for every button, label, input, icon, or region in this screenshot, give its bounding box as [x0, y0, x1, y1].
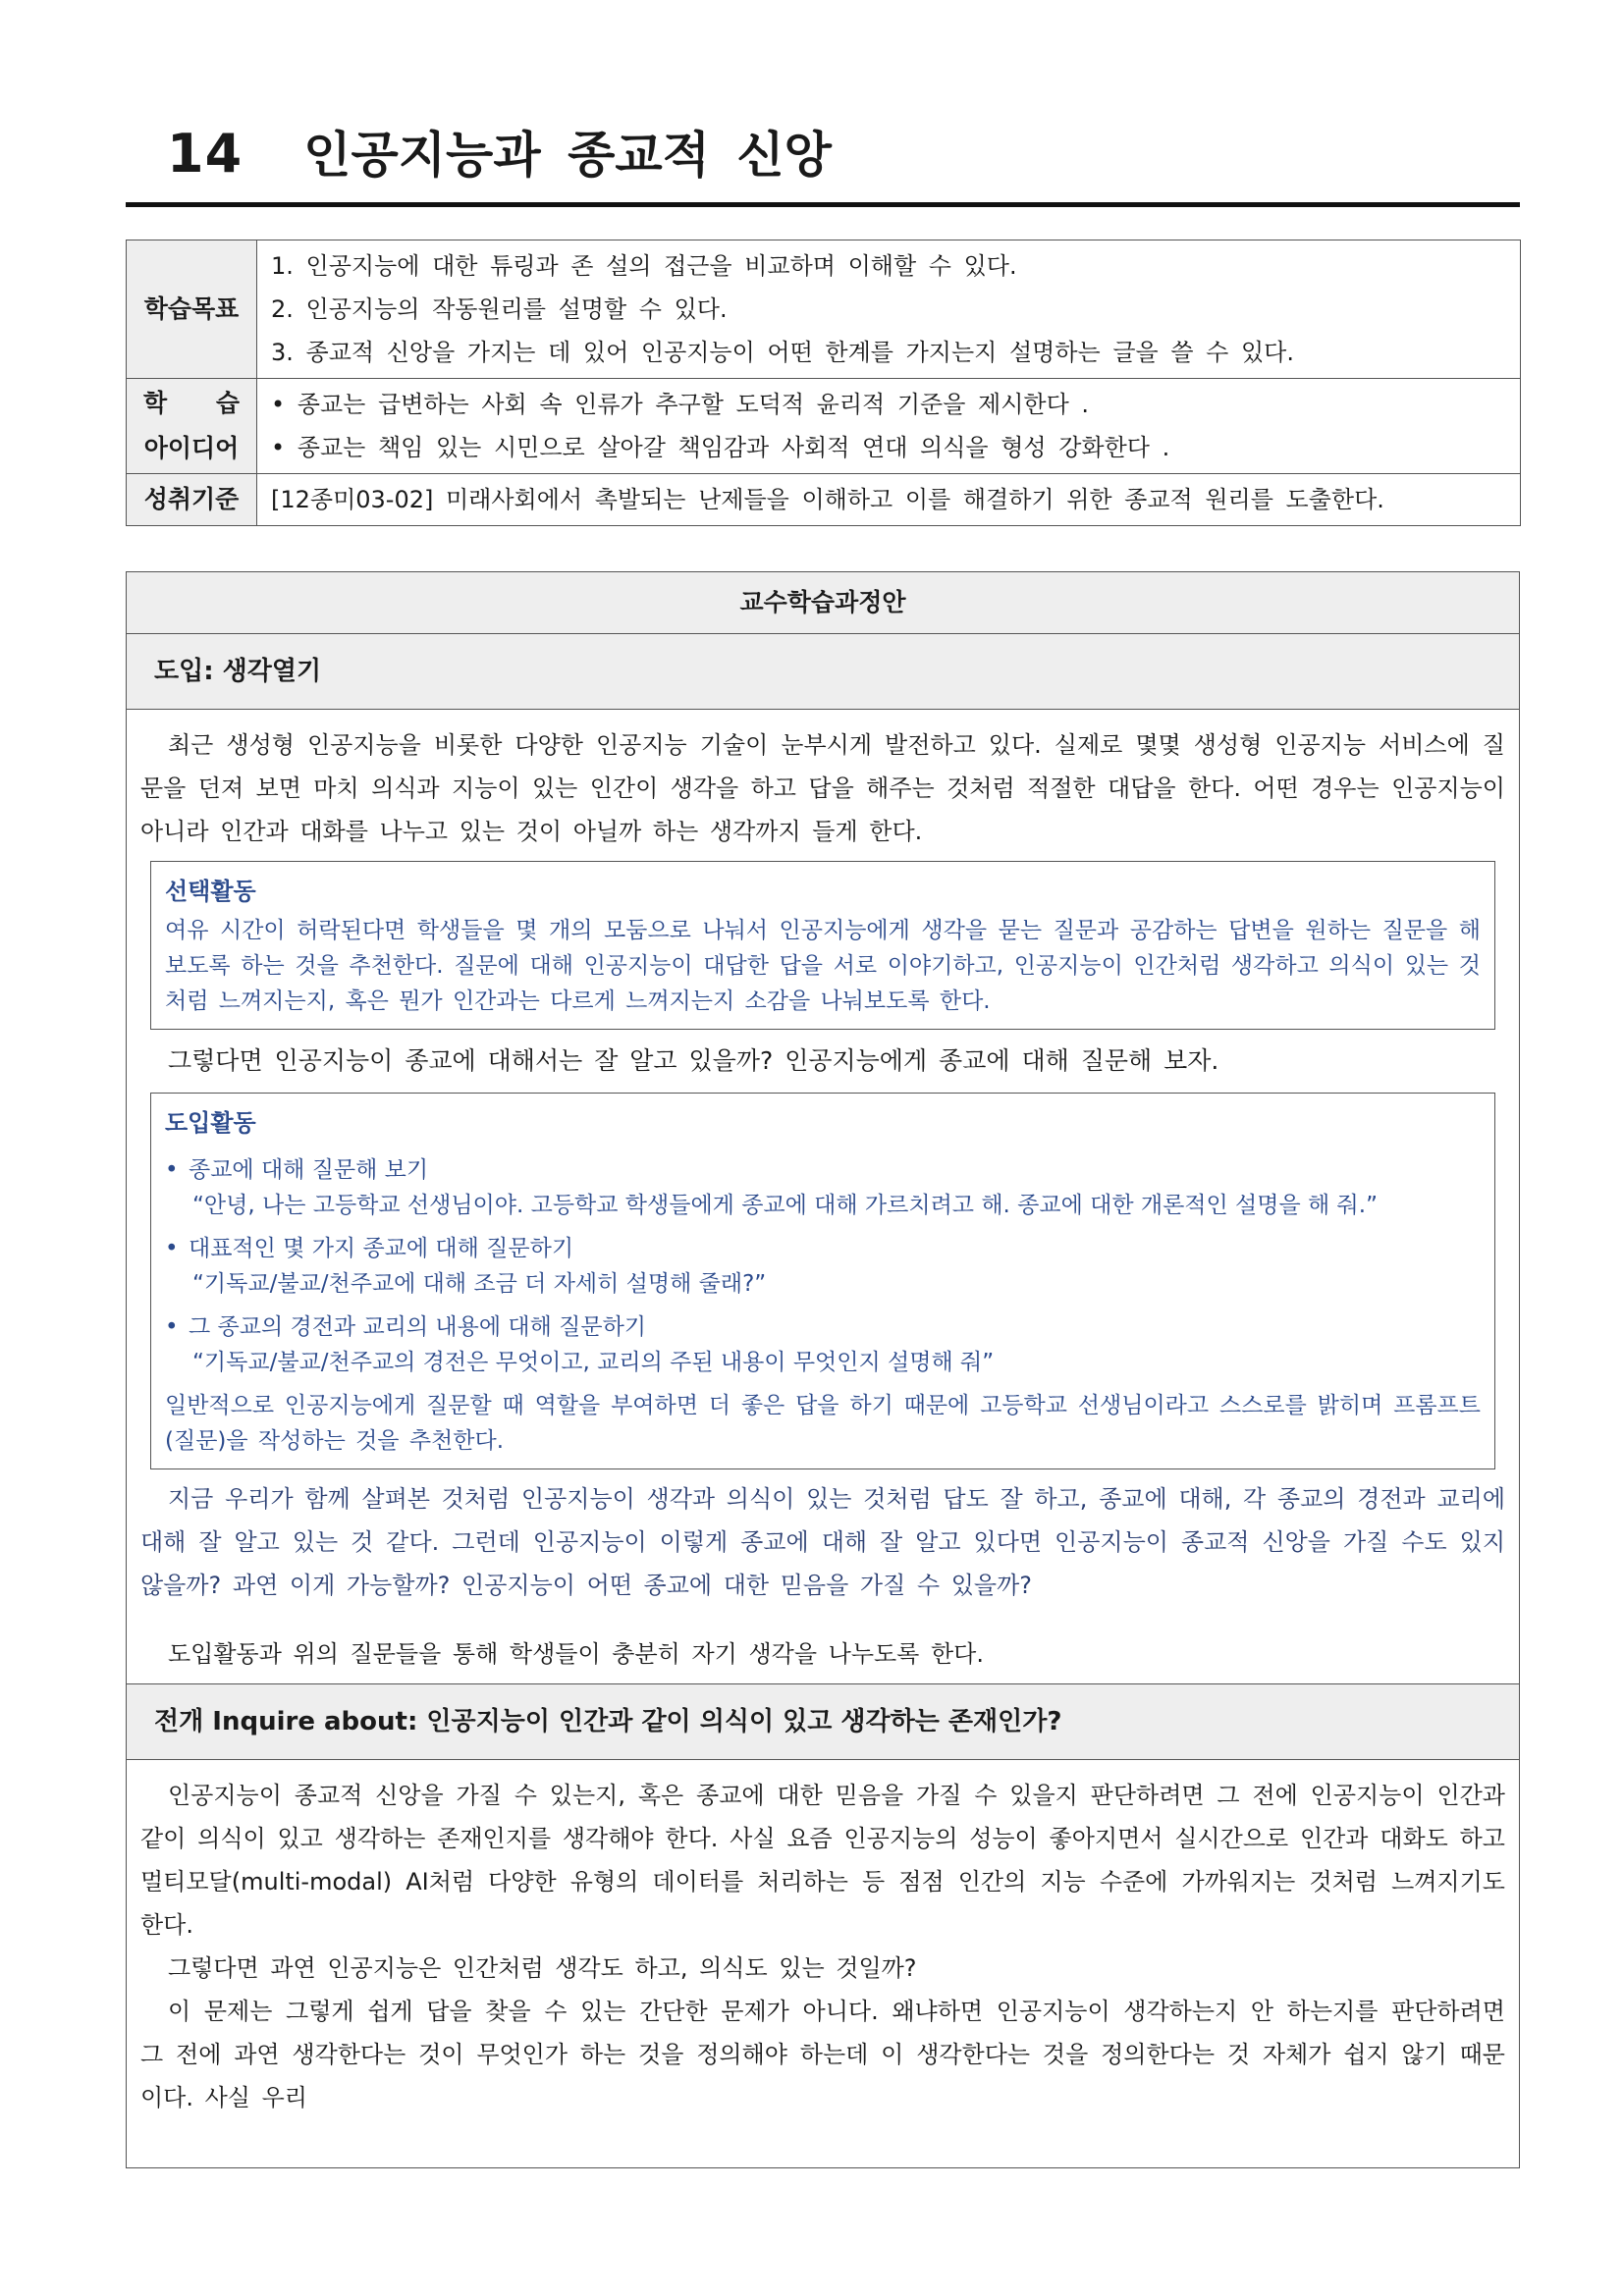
bullet-dot: •: [165, 1236, 179, 1261]
bullet-dot: •: [165, 1157, 179, 1183]
after-activity-paragraph: 지금 우리가 함께 살펴본 것처럼 인공지능이 생각과 의식이 있는 것처럼 답도 잘 하고, 종교에 대해, 각 종교의 경전과 교리에 대해 잘 알고 있는 것 같다. 그런데 인공지능이 이렇게 종교에 대해 잘 알고 있다면 인공지능이 종교적 신앙을 가질 수도 있지 않을까? 과연 이게 가능할까? 인공지능이 어떤 종교에 대한 믿음을 가질 수 있을까?: [140, 1485, 1505, 1599]
activity-prompt: “기독교/불교/천주교에 대해 조금 더 자세히 설명해 줄래?”: [192, 1271, 767, 1297]
development-paragraph: 이 문제는 그렇게 쉽게 답을 찾을 수 있는 간단한 문제가 아니다. 왜냐하면 인공지능이 생각하는지 안 하는지를 판단하려면 그 전에 과연 생각한다는 것이 무엇인가 하는 것을 정의해야 하는데 이 생각한다는 것을 정의한다는 것 자체가 쉽지 않기 때문이다. 사실 우리: [140, 1998, 1505, 2111]
activity-label: 대표적인 몇 가지 종교에 대해 질문하기: [189, 1236, 574, 1261]
idea-item: • 종교는 책임 있는 시민으로 살아갈 책임감과 사회적 연대 의식을 형성 강화한다 .: [271, 434, 1170, 461]
optional-activity-title: 선택활동: [165, 878, 256, 905]
ideas-label: [127, 379, 257, 474]
goals-label: 학습목표: [127, 240, 257, 379]
standard-text: [12종미03-02] 미래사회에서 촉발되는 난제들을 이해하고 이를 해결하기 위한 종교적 원리를 도출한다.: [271, 486, 1384, 513]
chapter-number: 14: [167, 123, 243, 185]
goal-item: 1. 인공지능에 대한 튜링과 존 설의 접근을 비교하며 이해할 수 있다.: [271, 252, 1017, 280]
standard-row: [127, 474, 1521, 526]
idea-item: • 종교는 급변하는 사회 속 인류가 추구할 도덕적 윤리적 기준을 제시한다 .: [271, 391, 1090, 418]
development-section-heading: 전개 Inquire about: 인공지능이 인간과 같이 의식이 있고 생각하는 존재인가?: [127, 1683, 1519, 1760]
activity-item: [165, 1152, 1481, 1223]
activity-item: [165, 1231, 1481, 1302]
chapter-heading: [167, 116, 832, 187]
development-paragraph: 인공지능이 종교적 신앙을 가질 수 있는지, 혹은 종교에 대한 믿음을 가질 수 있을지 판단하려면 그 전에 인공지능이 인간과 같이 의식이 있고 생각하는 존재인지를 생각해야 한다. 사실 요즘 인공지능의 성능이 좋아지면서 실시간으로 인간과 대화도 하고 멀티모달(multi-modal) AI처럼 다양한 유형의 데이터를 처리하는 등 점점 인간의 지능 수준에 가까워지는 것처럼 느껴지기도 한다.: [140, 1782, 1505, 1939]
intro-paragraph: 최근 생성형 인공지능을 비롯한 다양한 인공지능 기술이 눈부시게 발전하고 있다. 실제로 몇몇 생성형 인공지능 서비스에 질문을 던져 보면 마치 의식과 지능이 있는 인간이 생각을 하고 답을 해주는 것처럼 적절한 대답을 한다. 어떤 경우는 인공지능이 아니라 인간과 대화를 나누고 있는 것이 아닐까 하는 생각까지 들게 한다.: [140, 731, 1505, 845]
intro-section-heading: 도입: 생각열기: [127, 634, 1519, 710]
share-line: 도입활동과 위의 질문들을 통해 학생들이 충분히 자기 생각을 나누도록 한다.: [168, 1640, 984, 1668]
development-section-body: [127, 1760, 1519, 2119]
intro-section-body: [127, 710, 1519, 1683]
goal-item: 3. 종교적 신앙을 가지는 데 있어 인공지능이 어떤 한계를 가지는지 설명하는 글을 쓸 수 있다.: [271, 339, 1294, 366]
ideas-label-part: 학: [143, 389, 168, 417]
lesson-plan: [126, 571, 1520, 2168]
optional-activity-text: 여유 시간이 허락된다면 학생들을 몇 개의 모둠으로 나눠서 인공지능에게 생각을 묻는 질문과 공감하는 답변을 원하는 질문을 해보도록 하는 것을 추천한다. 질문에 대해 인공지능이 대답한 답을 서로 이야기하고, 인공지능이 인간처럼 생각하고 의식이 있는 것처럼 느껴지는지, 혹은 뭔가 인간과는 다르게 느껴지는지 소감을 나눠보도록 한다.: [165, 918, 1481, 1014]
activity-item: [165, 1309, 1481, 1380]
intro-activity-box: [150, 1093, 1495, 1469]
ideas-row: [127, 379, 1521, 474]
lesson-plan-heading: 교수학습과정안: [127, 572, 1519, 634]
bullet-dot: •: [165, 1314, 179, 1340]
chapter-title: 인공지능과 종교적 신앙: [303, 127, 832, 184]
goals-content: [257, 240, 1521, 379]
title-divider: [126, 202, 1520, 207]
activity-label: 그 종교의 경전과 교리의 내용에 대해 질문하기: [189, 1314, 647, 1340]
development-paragraph: 그렇다면 과연 인공지능은 인간처럼 생각도 하고, 의식도 있는 것일까?: [168, 1954, 917, 1982]
goal-item: 2. 인공지능의 작동원리를 설명할 수 있다.: [271, 295, 728, 323]
intro-activity-title: 도입활동: [165, 1109, 256, 1137]
objectives-table: [126, 240, 1521, 526]
ideas-label-part: 아이디어: [143, 434, 240, 462]
standard-content: [257, 474, 1521, 526]
standard-label: 성취기준: [127, 474, 257, 526]
activity-prompt: “기독교/불교/천주교의 경전은 무엇이고, 교리의 주된 내용이 무엇인지 설명해 줘”: [192, 1350, 995, 1375]
intro-activity-note: 일반적으로 인공지능에게 질문할 때 역할을 부여하면 더 좋은 답을 하기 때문에 고등학교 선생님이라고 스스로를 밝히며 프롬프트(질문)을 작성하는 것을 추천한다.: [165, 1393, 1481, 1454]
ideas-label-part: 습: [215, 389, 240, 417]
activity-prompt: “안녕, 나는 고등학교 선생님이야. 고등학교 학생들에게 종교에 대해 가르치려고 해. 종교에 대한 개론적인 설명을 해 줘.”: [192, 1193, 1378, 1218]
question-line: 그렇다면 인공지능이 종교에 대해서는 잘 알고 있을까? 인공지능에게 종교에 대해 질문해 보자.: [168, 1046, 1219, 1075]
ideas-content: [257, 379, 1521, 474]
goals-row: [127, 240, 1521, 379]
activity-label: 종교에 대해 질문해 보기: [189, 1157, 429, 1183]
optional-activity-box: [150, 861, 1495, 1030]
